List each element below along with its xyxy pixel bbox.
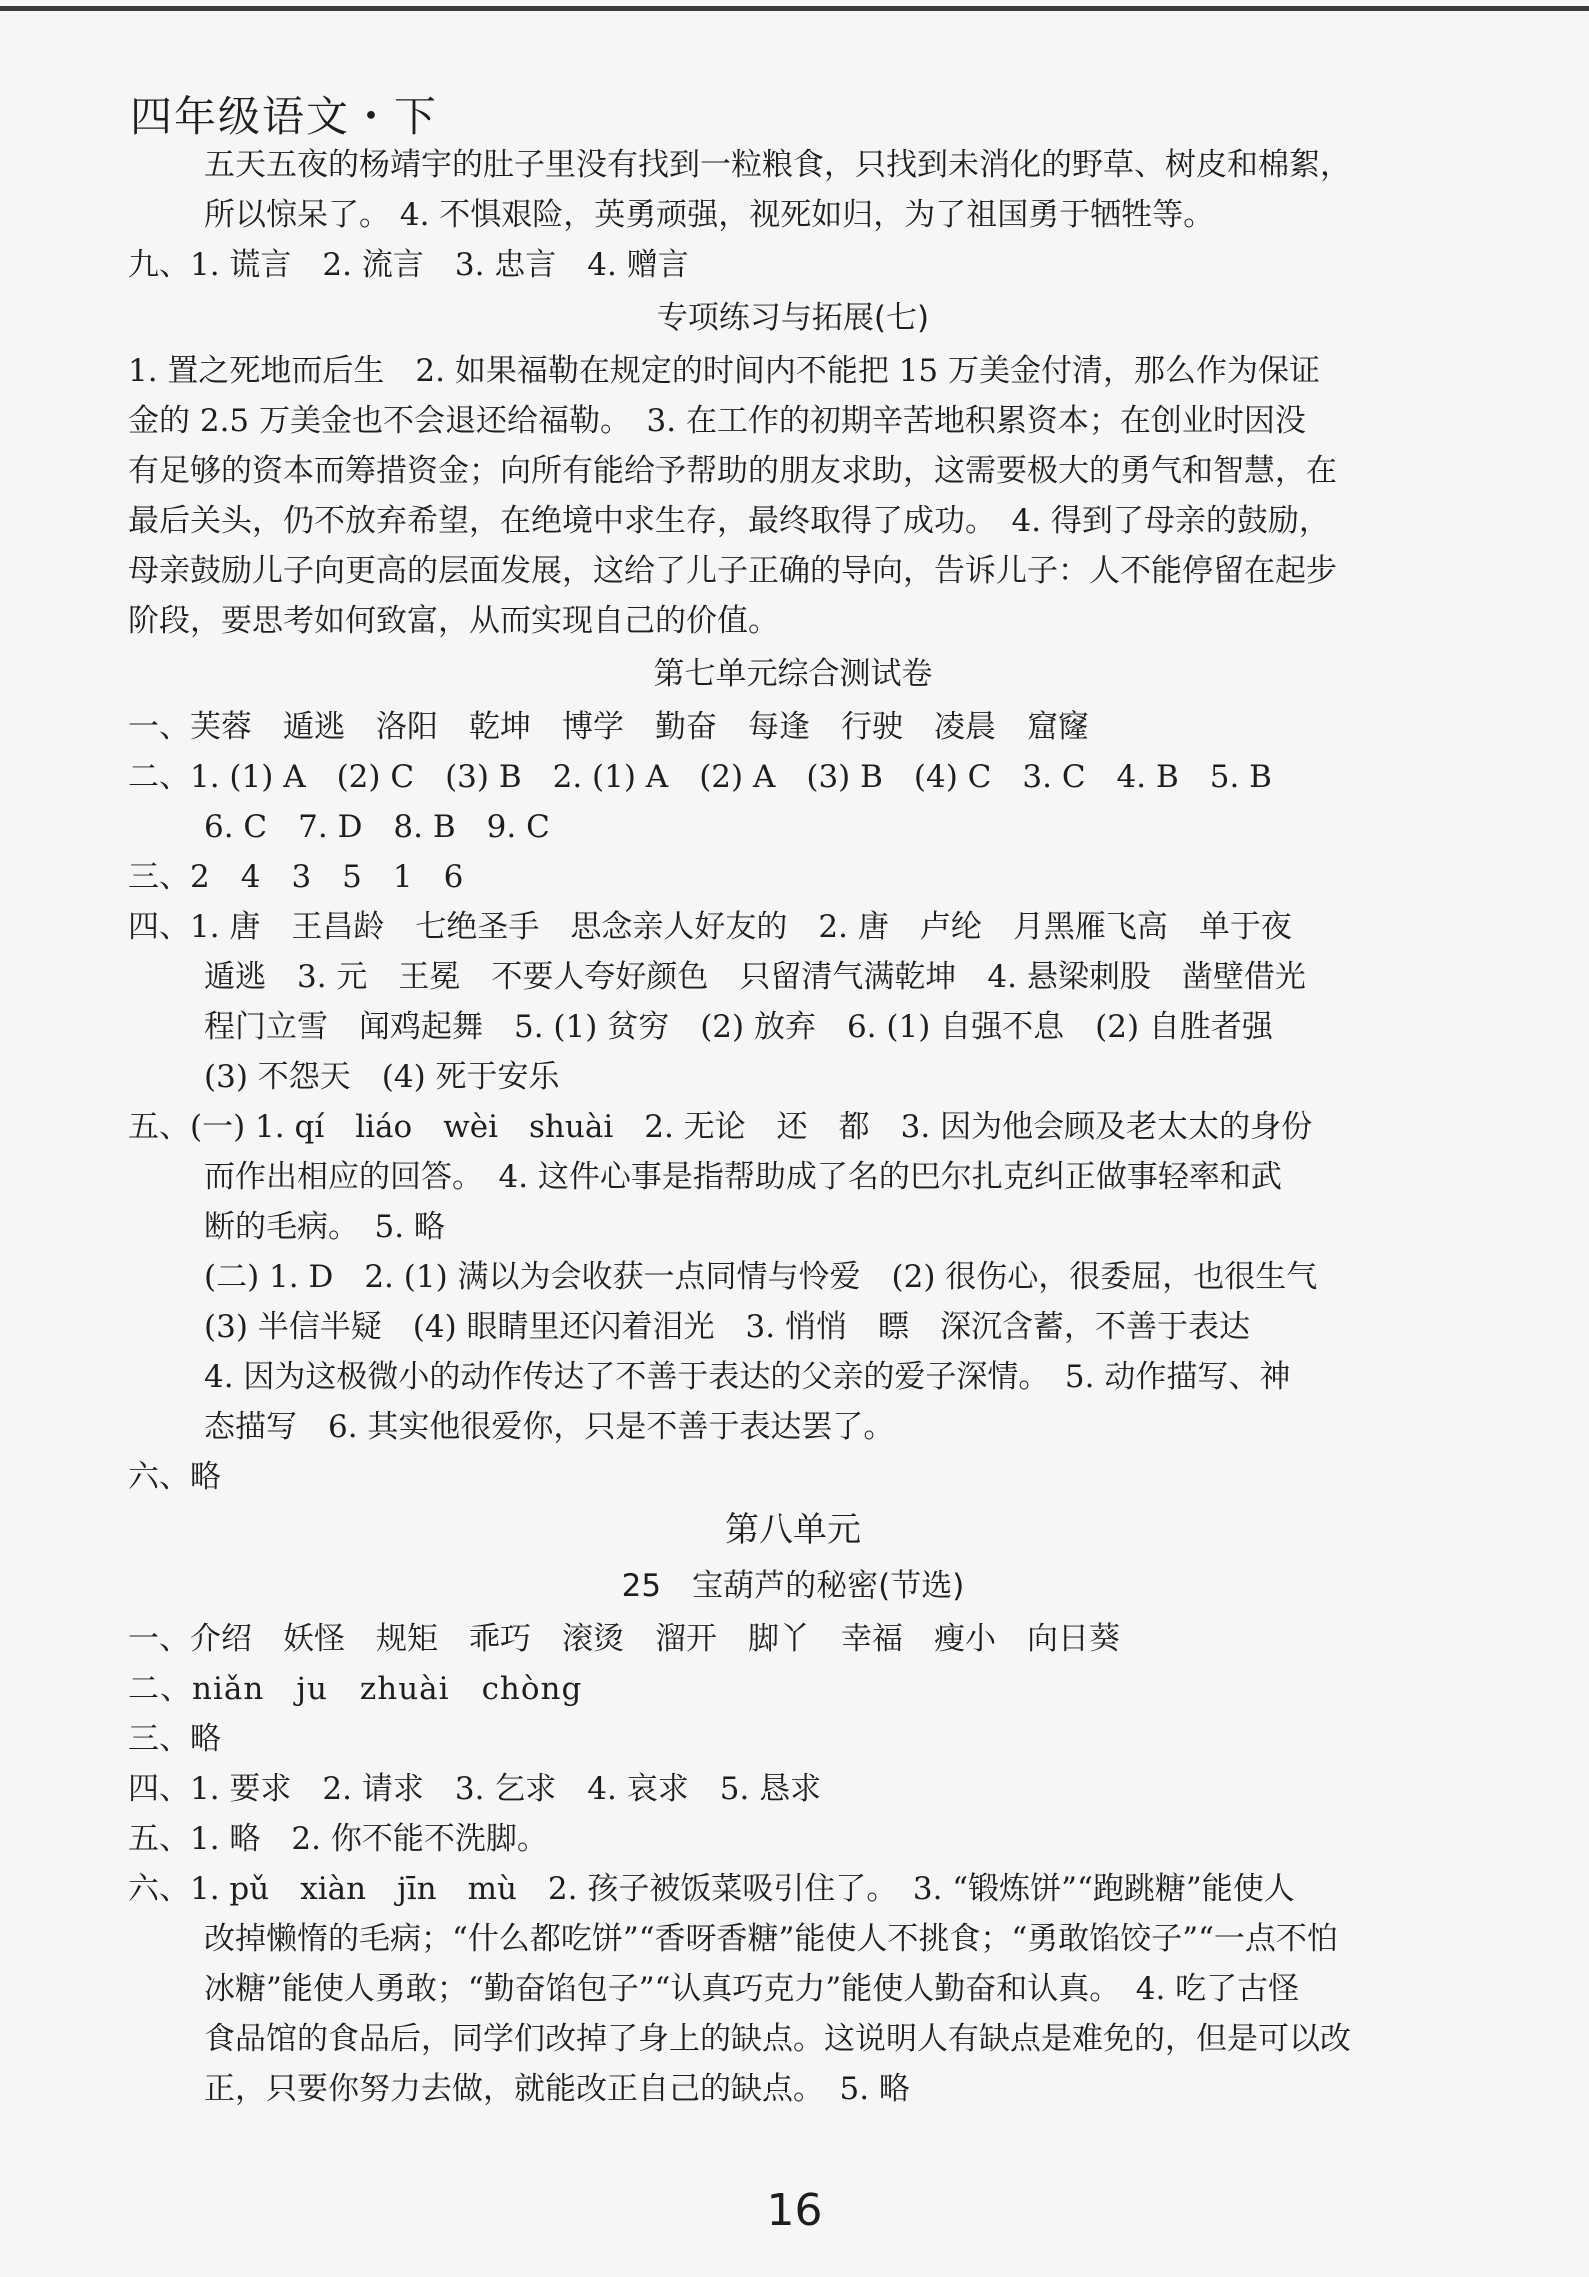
text-line: 五、1. 略 2. 你不能不洗脚。 bbox=[128, 1821, 548, 1857]
text-line: 五天五夜的杨靖宇的肚子里没有找到一粒粮食，只找到未消化的野草、树皮和棉絮， bbox=[204, 147, 1351, 183]
text-line: 断的毛病。 5. 略 bbox=[204, 1209, 445, 1245]
text-line: 四、1. 唐 王昌龄 七绝圣手 思念亲人好友的 2. 唐 卢纶 月黑雁飞高 单于夜 bbox=[128, 909, 1292, 945]
page-number: 16 bbox=[766, 2185, 823, 2236]
text-line: 六、1. pǔ xiàn jīn mù 2. 孩子被饭菜吸引住了。 3. “锻炼饼”“跑跳糖”能使人 bbox=[128, 1871, 1295, 1907]
text-line: 金的 2.5 万美金也不会退还给福勒。 3. 在工作的初期辛苦地积累资本；在创业时因没 bbox=[128, 403, 1306, 439]
lesson-title: 25 宝葫芦的秘密(节选) bbox=[621, 1568, 965, 1604]
text-line: 一、芙蓉 遁逃 洛阳 乾坤 博学 勤奋 每逢 行驶 凌晨 窟窿 bbox=[128, 709, 1089, 745]
text-line: 态描写 6. 其实他很爱你，只是不善于表达罢了。 bbox=[204, 1409, 895, 1445]
top-rule bbox=[0, 6, 1589, 11]
text-line: 六、略 bbox=[128, 1459, 221, 1495]
text-line: 三、略 bbox=[128, 1721, 221, 1757]
text-line: (3) 不怨天 (4) 死于安乐 bbox=[204, 1059, 560, 1095]
text-line: (二) 1. D 2. (1) 满以为会收获一点同情与怜爱 (2) 很伤心，很委屈，也很生气 bbox=[204, 1259, 1318, 1295]
page-header: 四年级语文・下 bbox=[130, 92, 439, 141]
text-line: 九、1. 谎言 2. 流言 3. 忠言 4. 赠言 bbox=[128, 247, 689, 283]
unit-title: 第八单元 bbox=[725, 1510, 861, 1550]
text-line: 有足够的资本而筹措资金；向所有能给予帮助的朋友求助，这需要极大的勇气和智慧，在 bbox=[128, 453, 1337, 489]
text-line: 所以惊呆了。 4. 不惧艰险，英勇顽强，视死如归，为了祖国勇于牺牲等。 bbox=[204, 197, 1215, 233]
text-line: 1. 置之死地而后生 2. 如果福勒在规定的时间内不能把 15 万美金付清，那么作为保证 bbox=[128, 353, 1321, 389]
text-line: 一、介绍 妖怪 规矩 乖巧 滚烫 溜开 脚丫 幸福 瘦小 向日葵 bbox=[128, 1621, 1120, 1657]
text-line: 阶段，要思考如何致富，从而实现自己的价值。 bbox=[128, 603, 779, 639]
text-line: 4. 因为这极微小的动作传达了不善于表达的父亲的爱子深情。 5. 动作描写、神 bbox=[204, 1359, 1291, 1395]
text-line: 正，只要你努力去做，就能改正自己的缺点。 5. 略 bbox=[204, 2071, 910, 2107]
text-line: (3) 半信半疑 (4) 眼睛里还闪着泪光 3. 悄悄 瞟 深沉含蓄，不善于表达 bbox=[204, 1309, 1250, 1345]
text-line: 改掉懒惰的毛病；“什么都吃饼”“香呀香糖”能使人不挑食；“勇敢馅饺子”“一点不怕 bbox=[204, 1921, 1338, 1957]
text-line: 最后关头，仍不放弃希望，在绝境中求生存，最终取得了成功。 4. 得到了母亲的鼓励， bbox=[128, 503, 1330, 539]
text-line: 食品馆的食品后，同学们改掉了身上的缺点。这说明人有缺点是难免的，但是可以改 bbox=[204, 2021, 1351, 2057]
section-title: 第七单元综合测试卷 bbox=[653, 656, 933, 692]
text-line: 程门立雪 闻鸡起舞 5. (1) 贫穷 (2) 放弃 6. (1) 自强不息 (2) 自胜者强 bbox=[204, 1009, 1273, 1045]
text-line: 二、1. (1) A (2) C (3) B 2. (1) A (2) A (3) B (4) C 3. C 4. B 5. B bbox=[128, 759, 1272, 795]
section-title: 专项练习与拓展(七) bbox=[656, 300, 930, 336]
text-line: 遁逃 3. 元 王冕 不要人夸好颜色 只留清气满乾坤 4. 悬梁刺股 凿壁借光 bbox=[204, 959, 1306, 995]
text-line: 而作出相应的回答。 4. 这件心事是指帮助成了名的巴尔扎克纠正做事轻率和武 bbox=[204, 1159, 1282, 1195]
answer-content bbox=[128, 140, 1458, 2114]
pinyin-line: 二、niǎn ju zhuài chòng bbox=[128, 1671, 583, 1707]
text-line: 母亲鼓励儿子向更高的层面发展，这给了儿子正确的导向，告诉儿子：人不能停留在起步 bbox=[128, 553, 1337, 589]
text-line: 五、(一) 1. qí liáo wèi shuài 2. 无论 还 都 3. 因为他会顾及老太太的身份 bbox=[128, 1109, 1313, 1145]
text-line: 三、2 4 3 5 1 6 bbox=[128, 859, 464, 895]
text-line: 四、1. 要求 2. 请求 3. 乞求 4. 哀求 5. 恳求 bbox=[128, 1771, 822, 1807]
text-line: 6. C 7. D 8. B 9. C bbox=[204, 809, 550, 845]
text-line: 冰糖”能使人勇敢；“勤奋馅包子”“认真巧克力”能使人勤奋和认真。 4. 吃了古怪 bbox=[204, 1971, 1300, 2007]
